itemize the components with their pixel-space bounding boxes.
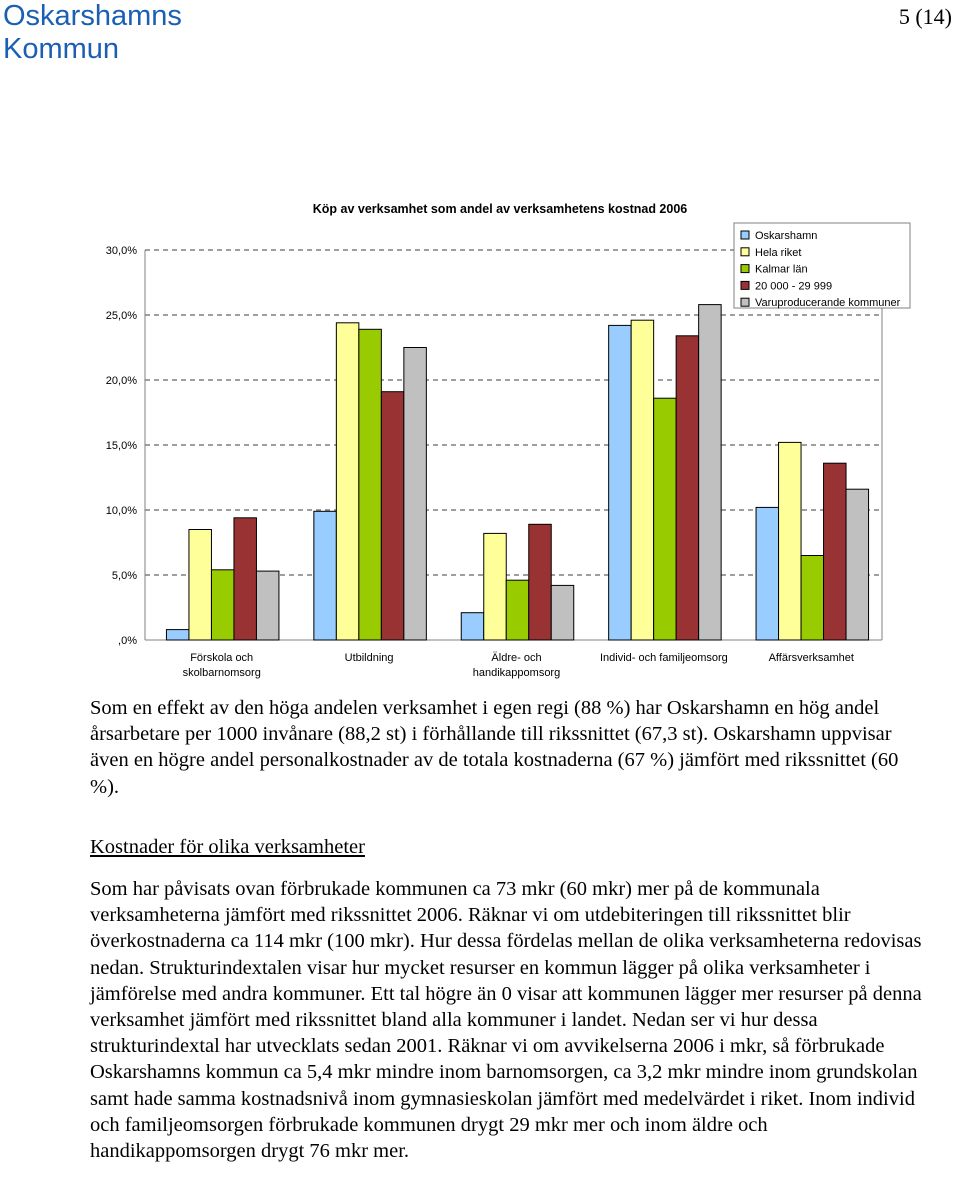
- paragraph-effect-text: Som en effekt av den höga andelen verksamhet i egen regi (88 %) har Oskarshamn en hög andel årsarbetare per 1000 invånare (88,2 st) i förhållande till rikssnittet (67,3 st). Oskarshamn uppvisar även en högre andel personalkostnader av de totala kostnaderna (67 %) jämfört med rikssnittet (60 %).: [90, 697, 899, 798]
- bar: [529, 524, 552, 640]
- chart-bars: [166, 305, 868, 640]
- section-heading: Kostnader för olika verksamheter: [90, 836, 365, 858]
- bar: [779, 442, 802, 640]
- bar: [461, 613, 484, 640]
- x-tick-label: Förskola och: [190, 652, 254, 664]
- y-axis: [106, 245, 137, 647]
- y-tick-label: 25,0%: [105, 310, 137, 322]
- bar: [166, 630, 189, 640]
- x-tick-label: Individ- och familjeomsorg: [600, 652, 728, 664]
- x-axis-labels: [183, 652, 854, 679]
- bar: [551, 585, 574, 640]
- legend-swatch: [741, 248, 749, 256]
- bar: [234, 518, 257, 640]
- y-tick-label: 5,0%: [111, 570, 137, 582]
- bar-chart: [0, 180, 960, 685]
- bar: [609, 325, 632, 640]
- legend-label: 20 000 - 29 999: [755, 280, 833, 293]
- x-tick-label: Utbildning: [344, 652, 394, 664]
- bar: [359, 329, 382, 640]
- bar: [484, 533, 507, 640]
- bar: [336, 323, 359, 640]
- bar: [846, 489, 869, 640]
- bar: [314, 511, 337, 640]
- bar: [189, 530, 212, 641]
- legend-label: Kalmar län: [755, 263, 808, 276]
- y-tick-label: 30,0%: [105, 245, 137, 257]
- y-tick-label: 15,0%: [105, 440, 137, 452]
- organization-name: [3, 0, 182, 66]
- chart-title: Köp av verksamhet som andel av verksamhetens kostnad 2006: [312, 202, 688, 216]
- legend-swatch: [741, 231, 749, 239]
- bar: [801, 556, 824, 641]
- y-tick-label: 10,0%: [105, 505, 137, 517]
- legend-label: Varuproducerande kommuner: [755, 297, 901, 310]
- bar: [699, 305, 722, 640]
- bar: [381, 392, 404, 640]
- bar: [404, 348, 427, 641]
- y-tick-label: 20,0%: [105, 375, 137, 387]
- bar: [211, 570, 234, 640]
- organization-name-line1: Oskarshamns: [3, 0, 182, 32]
- legend-swatch: [741, 265, 749, 273]
- chart-legend: [734, 223, 910, 309]
- bar: [824, 463, 847, 640]
- x-tick-label: skolbarnomsorg: [182, 667, 261, 679]
- x-tick-label: handikappomsorg: [472, 667, 561, 679]
- bar: [256, 571, 279, 640]
- paragraph-effect: [90, 695, 930, 800]
- bar: [676, 336, 699, 640]
- x-tick-label: Affärsverksamhet: [768, 652, 854, 664]
- bar: [506, 580, 529, 640]
- legend-label: Oskarshamn: [755, 230, 818, 242]
- legend-swatch: [741, 298, 749, 306]
- legend-label: Hela riket: [755, 246, 802, 259]
- x-tick-label: Äldre- och: [491, 652, 542, 664]
- legend-swatch: [741, 281, 749, 289]
- y-tick-label: ,0%: [118, 635, 137, 647]
- organization-name-line2: Kommun: [3, 33, 120, 65]
- paragraph-costs-text: Som har påvisats ovan förbrukade kommunen ca 73 mkr (60 mkr) mer på de kommunala verksamheterna jämfört med rikssnittet 2006. Räknar vi om utdebiteringen till rikssnittet blir överkostnaderna ca 114 mkr (100 mkr). Hur dessa fördelas mellan de olika verksamheterna redovisas nedan. Strukturindextalen visar hur mycket resurser en kommun lägger på olika verksamheter i jämförelse med andra kommuner. Ett tal högre än 0 visar att kommunen lägger mer resurser på denna verksamhet jämfört med rikssnittet bland alla kommuner i landet. Nedan ser vi hur dessa strukturindextal har utvecklats sedan 2001. Räknar vi om avvikelserna 2006 i mkr, så förbrukade Oskarshamns kommun ca 5,4 mkr mindre inom barnomsorgen, ca 3,2 mkr mindre inom grundskolan samt hade samma kostnadsnivå inom gymnasieskolan jämfört med medelvärdet i riket. Inom individ och familjeomsorgen förbrukade kommunen drygt 29 mkr mer och inom äldre och handikappomsorgen drygt 76 mkr mer.: [90, 878, 922, 1163]
- bar: [654, 398, 677, 640]
- bar: [756, 507, 779, 640]
- bar: [631, 320, 654, 640]
- paragraph-costs: [90, 876, 930, 1164]
- page-number: 5 (14): [898, 4, 952, 29]
